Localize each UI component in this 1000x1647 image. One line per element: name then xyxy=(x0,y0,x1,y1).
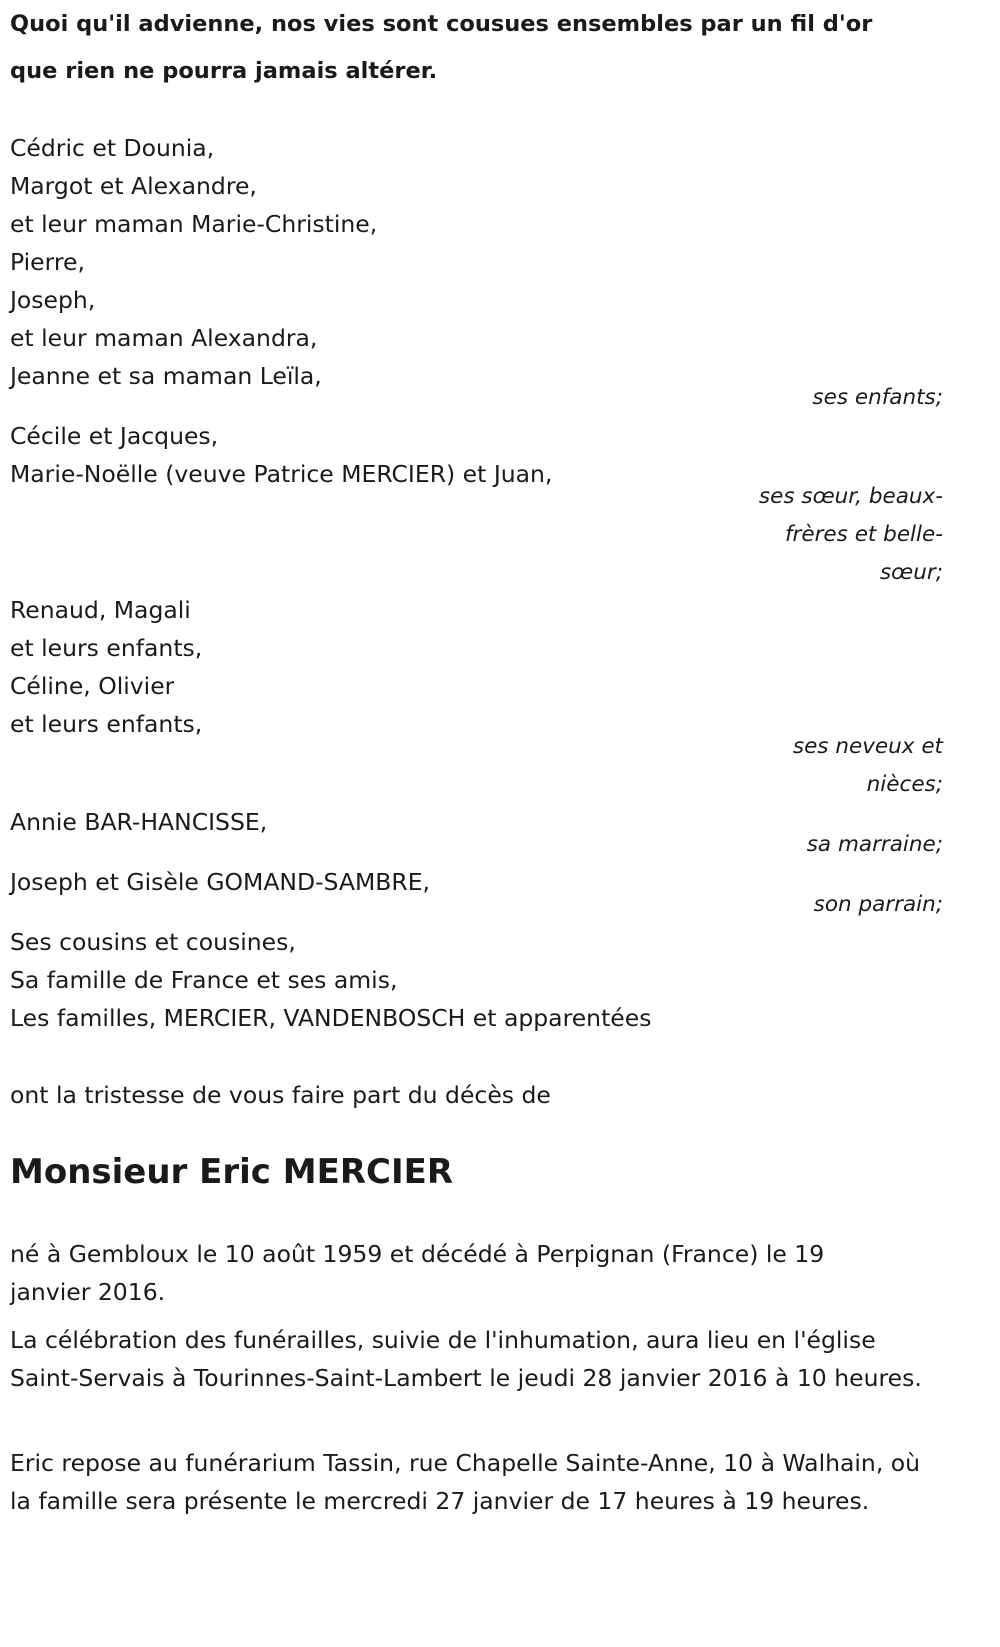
relation-label: ses sœur, beaux-frères et belle-sœur; xyxy=(758,484,943,585)
quote-line: Quoi qu'il advienne, nos vies sont cousues ensembles par un fil d'or xyxy=(10,11,873,37)
family-name: Margot et Alexandre, xyxy=(10,172,257,200)
family-group-children xyxy=(10,129,940,395)
family-name: Jeanne et sa maman Leïla, xyxy=(10,362,322,390)
family-name: Annie BAR-HANCISSE, xyxy=(10,808,268,836)
quote xyxy=(10,1,940,95)
family-name: Sa famille de France et ses amis, xyxy=(10,966,398,994)
funeral-paragraph: La célébration des funérailles, suivie de l'inhumation, aura lieu en l'église Saint-Servais à Tourinnes-Saint-Lambert le jeudi 28 janvier 2016 à 10 heures. xyxy=(10,1326,922,1392)
family-name: et leur maman Alexandra, xyxy=(10,324,318,352)
family-name: Les familles, MERCIER, VANDENBOSCH et apparentées xyxy=(10,1004,652,1032)
relation-label: ses neveux et nièces; xyxy=(792,734,943,797)
other-family xyxy=(10,923,940,1037)
birth-death-paragraph: né à Gembloux le 10 août 1959 et décédé à Perpignan (France) le 19 janvier 2016. xyxy=(10,1240,825,1306)
deceased-name: Monsieur Eric MERCIER xyxy=(10,1152,454,1192)
family-name: Céline, Olivier xyxy=(10,672,175,700)
family-group-nephews xyxy=(10,591,940,743)
relation-label: sa marraine; xyxy=(806,832,943,857)
family-name: et leur maman Marie-Christine, xyxy=(10,210,378,238)
relation-label: son parrain; xyxy=(813,892,943,917)
family-name: Joseph et Gisèle GOMAND-SAMBRE, xyxy=(10,868,431,896)
family-name: Cécile et Jacques, xyxy=(10,422,219,450)
quote-line: que rien ne pourra jamais altérer. xyxy=(10,58,438,84)
family-name: Renaud, Magali xyxy=(10,596,191,624)
family-name: Cédric et Dounia, xyxy=(10,134,215,162)
announcement: ont la tristesse de vous faire part du décès de xyxy=(10,1081,551,1109)
family-name: et leurs enfants, xyxy=(10,634,203,662)
family-name: Pierre, xyxy=(10,248,85,276)
visitation-paragraph: Eric repose au funérarium Tassin, rue Chapelle Sainte-Anne, 10 à Walhain, où la famille sera présente le mercredi 27 janvier de 17 heures à 19 heures. xyxy=(10,1449,921,1515)
family-name: et leurs enfants, xyxy=(10,710,203,738)
family-name: Joseph, xyxy=(10,286,96,314)
relation-label: ses enfants; xyxy=(812,385,943,410)
family-name: Marie-Noëlle (veuve Patrice MERCIER) et Juan, xyxy=(10,460,553,488)
family-name: Ses cousins et cousines, xyxy=(10,928,296,956)
